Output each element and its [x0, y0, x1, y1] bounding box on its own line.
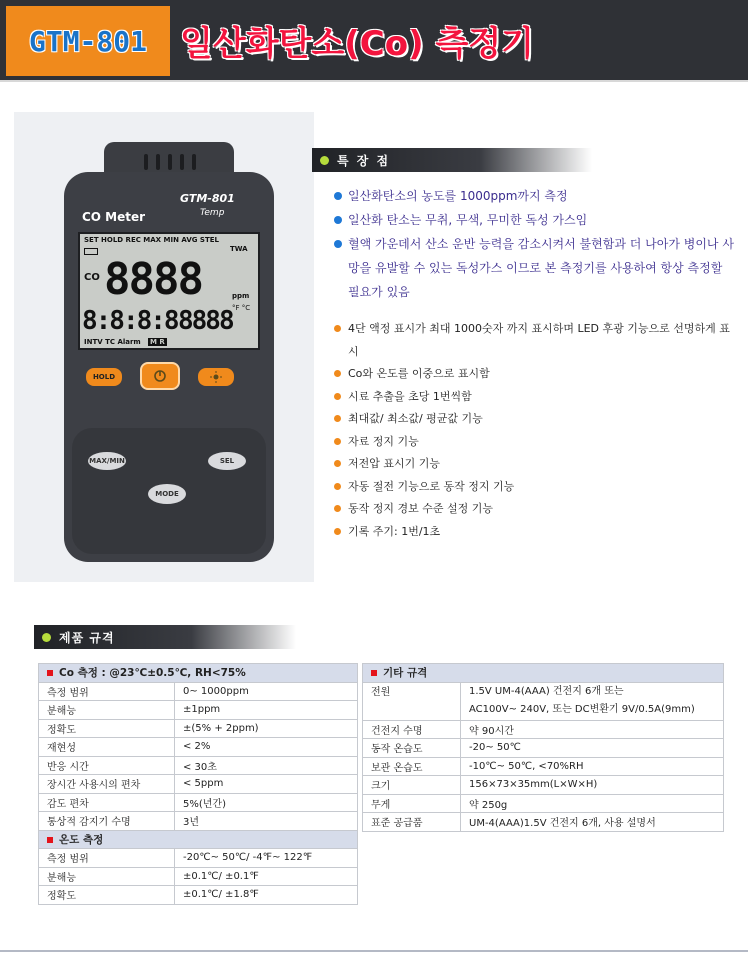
feature-list [332, 318, 736, 543]
spec-key: 보관 온습도 [363, 757, 461, 776]
spec-key: 통상적 감지기 수명 [39, 812, 175, 831]
co-section-title [39, 664, 358, 683]
lcd-mr: M R [150, 338, 165, 346]
table-row [363, 813, 724, 832]
device-body [64, 172, 274, 562]
co-section-header [39, 664, 358, 683]
mode-button[interactable]: MODE [148, 484, 186, 504]
table-row [363, 720, 724, 739]
spec-value: < 2% [175, 738, 358, 757]
lcd-temp-unit: °F °C [232, 304, 251, 312]
spec-key: 측정 범위 [39, 682, 175, 701]
measurement-spec-table [38, 663, 358, 905]
spec-value: -20~ 50℃ [461, 739, 724, 758]
general-spec-table [362, 663, 724, 832]
spec-key: 정확도 [39, 719, 175, 738]
lcd-temp-digits: 8888 [178, 306, 233, 336]
table-row [39, 886, 358, 905]
table-row [363, 776, 724, 795]
spec-value: 3년 [175, 812, 358, 831]
etc-section-header [363, 664, 724, 683]
power-line: 1.5V UM-4(AAA) 건전지 6개 또는 [469, 685, 624, 697]
feature-item: 최대값/ 최소값/ 평균값 기능 [332, 408, 736, 431]
spec-value: < 30초 [175, 756, 358, 775]
page-title: 일산화탄소(Co) 측정기 [180, 23, 534, 64]
spec-key: 정확도 [39, 886, 175, 905]
spec-value: UM-4(AAA)1.5V 건전지 6개, 사용 설명서 [461, 813, 724, 832]
table-row [363, 682, 724, 720]
lcd-co: CO [84, 272, 100, 283]
vent-slot [144, 154, 148, 170]
header-divider [0, 80, 748, 82]
spec-key: 건전지 수명 [363, 720, 461, 739]
red-square-icon [47, 837, 53, 843]
highlight-list [332, 184, 736, 304]
spec-value [461, 682, 724, 720]
spec-key: 표준 공급품 [363, 813, 461, 832]
specs-heading-bar [34, 625, 296, 649]
co-section-label: Co 측정 : @23℃±0.5℃, RH<75% [59, 667, 246, 680]
battery-icon [84, 248, 98, 255]
spec-value: 0~ 1000ppm [175, 682, 358, 701]
device-label-model: GTM-801 [180, 192, 235, 205]
spec-key: 크기 [363, 776, 461, 795]
spec-value: ±0.1℃/ ±0.1℉ [175, 867, 358, 886]
spec-value: 156×73×35mm(L×W×H) [461, 776, 724, 795]
bullet-dot-icon [320, 156, 329, 165]
temp-section-header [39, 830, 358, 849]
specs-heading: 제품 규격 [59, 630, 115, 645]
vent-slot [156, 154, 160, 170]
temp-section-label: 온도 측정 [59, 833, 104, 846]
spec-key: 전원 [363, 682, 461, 720]
highlight-item: 일산화탄소의 농도를 1000ppm까지 측정 [332, 184, 736, 208]
bullet-dot-icon [42, 633, 51, 642]
lcd-display [78, 232, 260, 350]
device-lower-panel [72, 428, 266, 554]
feature-item: 4단 액정 표시가 최대 1000숫자 까지 표시하며 LED 후광 기능으로 선명하게 표시 [332, 318, 736, 363]
product-photo [14, 112, 314, 582]
model-badge [6, 6, 170, 76]
table-row [363, 739, 724, 758]
feature-item: 자료 정지 기능 [332, 431, 736, 454]
spec-key: 반응 시간 [39, 756, 175, 775]
temp-section-title [39, 830, 358, 849]
highlight-item: 일산화 탄소는 무취, 무색, 무미한 독성 가스임 [332, 208, 736, 232]
table-row [39, 756, 358, 775]
table-row [39, 812, 358, 831]
spec-key: 재현성 [39, 738, 175, 757]
sel-button[interactable]: SEL [208, 452, 246, 470]
spec-key: 감도 편차 [39, 793, 175, 812]
table-row [39, 738, 358, 757]
spec-key: 장시간 사용시의 편차 [39, 775, 175, 794]
spec-value: -10℃~ 50℃, <70%RH [461, 757, 724, 776]
model-name: GTM-801 [28, 24, 147, 58]
vent-slot [168, 154, 172, 170]
spec-value: -20℃~ 50℃/ -4℉~ 122℉ [175, 849, 358, 868]
spec-value: 약 90시간 [461, 720, 724, 739]
spec-key: 분해능 [39, 701, 175, 720]
lcd-ppm: ppm [232, 292, 250, 300]
lcd-main-digits: 8888 [104, 254, 202, 305]
device-label-co-meter: CO Meter [82, 210, 146, 224]
backlight-button[interactable] [198, 368, 234, 386]
table-row [39, 775, 358, 794]
table-row [39, 701, 358, 720]
table-row [39, 793, 358, 812]
device-label-temp: Temp [200, 208, 225, 218]
vent-slot [192, 154, 196, 170]
table-row [363, 757, 724, 776]
features-heading-bar [312, 148, 592, 172]
vent-slot [180, 154, 184, 170]
red-square-icon [371, 670, 377, 676]
lcd-twa: TWA [230, 245, 248, 253]
power-line: AC100V~ 240V, 또는 DC변환기 9V/0.5A(9mm) [469, 704, 695, 715]
lcd-mode-indicators: SET HOLD REC MAX MIN AVG STEL [84, 236, 219, 244]
features-heading: 특 장 점 [337, 153, 391, 168]
spec-value: ±1ppm [175, 701, 358, 720]
red-square-icon [47, 670, 53, 676]
table-row [39, 719, 358, 738]
spec-key: 동작 온습도 [363, 739, 461, 758]
power-icon [153, 369, 167, 383]
spec-key: 측정 범위 [39, 849, 175, 868]
power-button[interactable] [140, 362, 180, 390]
spec-value: ±(5% + 2ppm) [175, 719, 358, 738]
hold-button[interactable]: HOLD [86, 368, 122, 386]
feature-item: 동작 정지 경보 수준 설정 기능 [332, 498, 736, 521]
spec-key: 무게 [363, 794, 461, 813]
etc-section-title [363, 664, 724, 683]
feature-item: 기록 주기: 1번/1초 [332, 521, 736, 544]
header-banner [0, 0, 748, 80]
feature-item: 시료 추출을 초당 1번씩함 [332, 386, 736, 409]
spec-value: < 5ppm [175, 775, 358, 794]
etc-section-label: 기타 규격 [383, 667, 428, 680]
table-row [39, 867, 358, 886]
highlight-item: 혈액 가운데서 산소 운반 능력을 감소시켜서 불현함과 더 나아가 병이나 사망을 유발할 수 있는 독성가스 이므로 본 측정기를 사용하여 항상 측정할 필요가 있음 [332, 232, 736, 304]
spec-key: 분해능 [39, 867, 175, 886]
max-min-button[interactable]: MAX/MIN [88, 452, 126, 470]
feature-item: 자동 절전 기능으로 동작 정지 기능 [332, 476, 736, 499]
backlight-icon [210, 371, 222, 383]
co-meter-device [64, 142, 274, 562]
feature-item: Co와 온도를 이중으로 표시함 [332, 363, 736, 386]
lcd-time-digits: 8:8:8:8 [82, 306, 178, 336]
table-row [39, 682, 358, 701]
spec-value: ±0.1℃/ ±1.8℉ [175, 886, 358, 905]
spec-value: 5%(년간) [175, 793, 358, 812]
table-row [39, 849, 358, 868]
spec-value: 약 250g [461, 794, 724, 813]
table-row [363, 794, 724, 813]
footer-divider [0, 950, 748, 952]
lcd-status-labels: INTV TC Alarm [84, 338, 141, 346]
feature-item: 저전압 표시기 기능 [332, 453, 736, 476]
